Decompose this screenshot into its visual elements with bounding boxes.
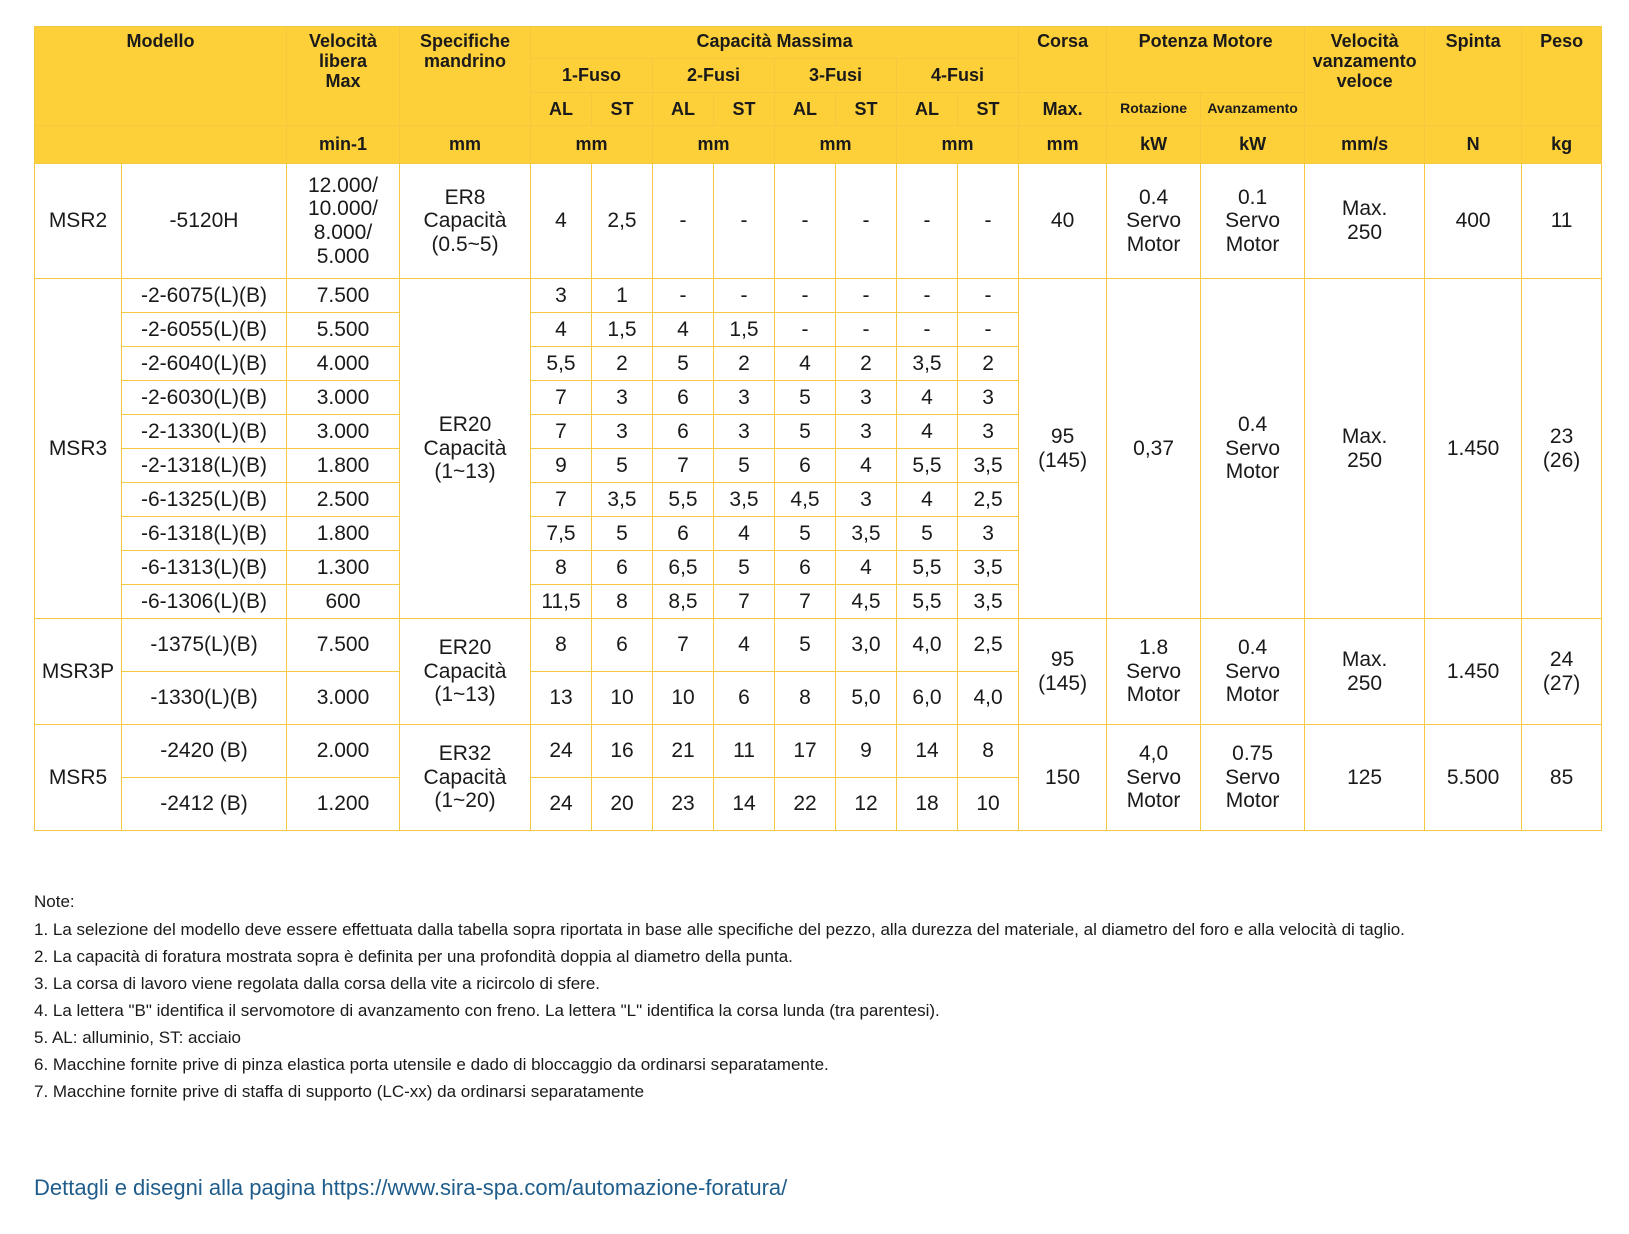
capacity-cell: 13 [531,672,592,725]
capacity-cell: 5 [714,551,775,585]
unit-mm: mm [1019,126,1107,164]
unit-mm: mm [531,126,653,164]
capacity-cell: - [958,279,1019,313]
capacity-cell: 3 [714,415,775,449]
model-cell: -2-6040(L)(B) [122,347,287,381]
header-al: AL [653,93,714,126]
capacity-cell: 7 [775,585,836,619]
capacity-cell: 10 [958,778,1019,831]
note-item: 7. Macchine fornite prive di staffa di supporto (LC-xx) da ordinarsi separatamente [34,1082,645,1101]
capacity-cell: 4,5 [836,585,897,619]
group-name-cell: MSR3 [35,279,122,619]
header-modello: Modello [35,27,287,126]
header-vel-avanzamento: Velocità vanzamento veloce [1305,27,1425,126]
capacity-cell: - [958,164,1019,279]
capacity-cell: - [775,313,836,347]
unit-mm: mm [400,126,531,164]
capacity-cell: 3,5 [958,449,1019,483]
note-item: 1. La selezione del modello deve essere effettuata dalla tabella sopra riportata in base alle specifiche del pezzo, alla durezza del materiale, al diametro del foro e alla velocità di taglio. [34,920,1405,939]
capacity-cell: 5,5 [653,483,714,517]
capacity-cell: 5 [775,415,836,449]
capacity-cell: 9 [531,449,592,483]
capacity-cell: - [836,279,897,313]
velocita-cell: Max. 250 [1305,619,1425,725]
avanzamento-cell: 0.4 Servo Motor [1201,279,1305,619]
capacity-cell: 3,5 [592,483,653,517]
capacity-cell: - [897,279,958,313]
capacity-cell: 8 [592,585,653,619]
capacity-cell: 5 [592,517,653,551]
model-cell: -1330(L)(B) [122,672,287,725]
capacity-cell: 3,5 [958,585,1019,619]
velocita-cell: Max. 250 [1305,164,1425,279]
speed-cell: 1.800 [287,449,400,483]
capacity-cell: 7 [531,483,592,517]
velocita-cell: Max. 250 [1305,279,1425,619]
capacity-cell: 3,5 [836,517,897,551]
capacity-cell: 11 [714,725,775,778]
header-fuso-3: 3-Fusi [775,59,897,93]
note-item: 4. La lettera "B" identifica il servomotore di avanzamento con freno. La lettera "L" identifica la corsa lunda (tra parentesi). [34,1001,940,1020]
speed-cell: 12.000/ 10.000/ 8.000/ 5.000 [287,164,400,279]
model-cell: -6-1306(L)(B) [122,585,287,619]
velocita-cell: 125 [1305,725,1425,831]
model-cell: -6-1313(L)(B) [122,551,287,585]
capacity-cell: 6 [775,449,836,483]
capacity-cell: 5,0 [836,672,897,725]
capacity-cell: 5 [653,347,714,381]
capacity-cell: 5 [714,449,775,483]
model-cell: -2420 (B) [122,725,287,778]
speed-cell: 2.500 [287,483,400,517]
capacity-cell: 5,5 [897,551,958,585]
capacity-cell: - [836,164,897,279]
table-row [35,619,1602,672]
capacity-cell: 3 [836,381,897,415]
capacity-cell: - [714,279,775,313]
table-body [35,164,1602,831]
capacity-cell: - [775,164,836,279]
capacity-cell: - [958,313,1019,347]
capacity-cell: 3 [958,517,1019,551]
capacity-cell: 3,5 [714,483,775,517]
avanzamento-cell: 0.4 Servo Motor [1201,619,1305,725]
capacity-cell: 3 [958,415,1019,449]
header-peso: Peso [1522,27,1602,126]
notes-title: Note: [34,892,75,911]
note-item: 5. AL: alluminio, ST: acciaio [34,1028,241,1047]
spec-cell: ER20 Capacità (1~13) [400,279,531,619]
note-item: 3. La corsa di lavoro viene regolata dalla corsa della vite a ricircolo di sfere. [34,974,601,993]
unit-n: N [1425,126,1522,164]
capacity-cell: 7 [531,381,592,415]
capacity-cell: 1,5 [714,313,775,347]
capacity-cell: 14 [714,778,775,831]
avanzamento-cell: 0.1 Servo Motor [1201,164,1305,279]
speed-cell: 3.000 [287,672,400,725]
capacity-cell: - [775,279,836,313]
capacity-cell: 8 [958,725,1019,778]
capacity-cell: 7 [714,585,775,619]
capacity-cell: 23 [653,778,714,831]
capacity-cell: 10 [653,672,714,725]
capacity-cell: 18 [897,778,958,831]
capacity-cell: 6 [592,619,653,672]
capacity-cell: 4 [775,347,836,381]
capacity-cell: 3,5 [897,347,958,381]
speed-cell: 5.500 [287,313,400,347]
header-al: AL [531,93,592,126]
corsa-cell: 95 (145) [1019,619,1107,725]
header-st: ST [958,93,1019,126]
group-name-cell: MSR2 [35,164,122,279]
capacity-cell: 22 [775,778,836,831]
header-corsa: Corsa [1019,27,1107,93]
speed-cell: 7.500 [287,279,400,313]
table-header [35,27,1602,164]
model-cell: -1375(L)(B) [122,619,287,672]
rotazione-cell: 0.4 Servo Motor [1107,164,1201,279]
capacity-cell: 6,5 [653,551,714,585]
header-al: AL [775,93,836,126]
model-cell: -2-6075(L)(B) [122,279,287,313]
header-rotazione: Rotazione [1107,93,1201,126]
capacity-cell: - [653,279,714,313]
capacity-cell: 4 [714,619,775,672]
capacity-cell: 5,5 [531,347,592,381]
capacity-cell: 3 [836,483,897,517]
speed-cell: 7.500 [287,619,400,672]
header-fuso-1: 1-Fuso [531,59,653,93]
spec-cell: ER32 Capacità (1~20) [400,725,531,831]
model-cell: -5120H [122,164,287,279]
header-specifiche: Specifiche mandrino [400,27,531,126]
capacity-cell: 16 [592,725,653,778]
unit-kg: kg [1522,126,1602,164]
capacity-cell: 1 [592,279,653,313]
capacity-cell: 8 [531,551,592,585]
table-row [35,164,1602,279]
capacity-cell: 7 [653,449,714,483]
capacity-cell: 4,0 [897,619,958,672]
spinta-cell: 1.450 [1425,619,1522,725]
table-row [35,725,1602,778]
capacity-cell: 2 [836,347,897,381]
avanzamento-cell: 0.75 Servo Motor [1201,725,1305,831]
model-cell: -2-6030(L)(B) [122,381,287,415]
capacity-cell: 3,5 [958,551,1019,585]
header-st: ST [592,93,653,126]
speed-cell: 600 [287,585,400,619]
capacity-cell: 11,5 [531,585,592,619]
capacity-cell: 5,5 [897,585,958,619]
notes-section [34,888,1594,1105]
spinta-cell: 400 [1425,164,1522,279]
capacity-cell: 8 [775,672,836,725]
capacity-cell: 5 [897,517,958,551]
capacity-cell: 8,5 [653,585,714,619]
capacity-cell: 5 [592,449,653,483]
capacity-cell: 4 [836,551,897,585]
capacity-cell: 5 [775,381,836,415]
header-st: ST [714,93,775,126]
rotazione-cell: 1.8 Servo Motor [1107,619,1201,725]
spec-table [34,26,1602,831]
details-link[interactable]: Dettagli e disegni alla pagina https://www.sira-spa.com/automazione-foratura/ [34,1175,788,1200]
capacity-cell: 2 [592,347,653,381]
capacity-cell: 6 [653,415,714,449]
capacity-cell: 24 [531,778,592,831]
capacity-cell: 4,5 [775,483,836,517]
unit-empty [35,126,287,164]
capacity-cell: 14 [897,725,958,778]
speed-cell: 3.000 [287,415,400,449]
spec-cell: ER20 Capacità (1~13) [400,619,531,725]
header-al: AL [897,93,958,126]
model-cell: -6-1318(L)(B) [122,517,287,551]
speed-cell: 1.800 [287,517,400,551]
peso-cell: 85 [1522,725,1602,831]
header-capacita: Capacità Massima [531,27,1019,59]
header-velocita-libera: Velocità libera Max [287,27,400,126]
table-row [35,279,1602,313]
corsa-cell: 150 [1019,725,1107,831]
corsa-cell: 40 [1019,164,1107,279]
capacity-cell: 4 [714,517,775,551]
note-item: 6. Macchine fornite prive di pinza elastica porta utensile e dado di bloccaggio da ordinarsi separatamente. [34,1055,829,1074]
model-cell: -2412 (B) [122,778,287,831]
unit-min: min-1 [287,126,400,164]
unit-kw: kW [1107,126,1201,164]
capacity-cell: 7 [653,619,714,672]
capacity-cell: 4 [897,415,958,449]
capacity-cell: 2,5 [958,483,1019,517]
capacity-cell: 7 [531,415,592,449]
header-fuso-4: 4-Fusi [897,59,1019,93]
header-potenza: Potenza Motore [1107,27,1305,93]
capacity-cell: 1,5 [592,313,653,347]
capacity-cell: 6 [714,672,775,725]
speed-cell: 3.000 [287,381,400,415]
capacity-cell: - [897,164,958,279]
capacity-cell: 5,5 [897,449,958,483]
model-cell: -2-1318(L)(B) [122,449,287,483]
capacity-cell: - [836,313,897,347]
capacity-cell: 3 [592,415,653,449]
header-fuso-2: 2-Fusi [653,59,775,93]
unit-mm: mm [653,126,775,164]
capacity-cell: 10 [592,672,653,725]
capacity-cell: 3 [592,381,653,415]
capacity-cell: 2 [714,347,775,381]
header-avanzamento: Avanzamento [1201,93,1305,126]
group-name-cell: MSR3P [35,619,122,725]
capacity-cell: 6,0 [897,672,958,725]
capacity-cell: - [653,164,714,279]
rotazione-cell: 0,37 [1107,279,1201,619]
spec-cell: ER8 Capacità (0.5~5) [400,164,531,279]
model-cell: -6-1325(L)(B) [122,483,287,517]
capacity-cell: 4 [531,313,592,347]
capacity-cell: 3 [836,415,897,449]
header-max: Max. [1019,93,1107,126]
model-cell: -2-6055(L)(B) [122,313,287,347]
unit-kw: kW [1201,126,1305,164]
capacity-cell: 20 [592,778,653,831]
model-cell: -2-1330(L)(B) [122,415,287,449]
peso-cell: 23 (26) [1522,279,1602,619]
capacity-cell: 4 [531,164,592,279]
capacity-cell: 4,0 [958,672,1019,725]
capacity-cell: 4 [897,483,958,517]
speed-cell: 1.300 [287,551,400,585]
capacity-cell: 5 [775,619,836,672]
group-name-cell: MSR5 [35,725,122,831]
capacity-cell: 2 [958,347,1019,381]
capacity-cell: 3 [714,381,775,415]
capacity-cell: 5 [775,517,836,551]
speed-cell: 2.000 [287,725,400,778]
spinta-cell: 1.450 [1425,279,1522,619]
capacity-cell: 6 [592,551,653,585]
note-item: 2. La capacità di foratura mostrata sopra è definita per una profondità doppia al diametro della punta. [34,947,793,966]
capacity-cell: 9 [836,725,897,778]
capacity-cell: 3 [531,279,592,313]
header-st: ST [836,93,897,126]
header-spinta: Spinta [1425,27,1522,126]
capacity-cell: 2,5 [592,164,653,279]
capacity-cell: 3,0 [836,619,897,672]
unit-mms: mm/s [1305,126,1425,164]
spinta-cell: 5.500 [1425,725,1522,831]
capacity-cell: 8 [531,619,592,672]
capacity-cell: 4 [897,381,958,415]
capacity-cell: - [714,164,775,279]
capacity-cell: 12 [836,778,897,831]
capacity-cell: 3 [958,381,1019,415]
peso-cell: 11 [1522,164,1602,279]
capacity-cell: 17 [775,725,836,778]
unit-mm: mm [775,126,897,164]
capacity-cell: 2,5 [958,619,1019,672]
capacity-cell: 24 [531,725,592,778]
capacity-cell: 6 [775,551,836,585]
unit-mm: mm [897,126,1019,164]
capacity-cell: 4 [836,449,897,483]
speed-cell: 4.000 [287,347,400,381]
rotazione-cell: 4,0 Servo Motor [1107,725,1201,831]
speed-cell: 1.200 [287,778,400,831]
capacity-cell: 6 [653,517,714,551]
capacity-cell: 4 [653,313,714,347]
corsa-cell: 95 (145) [1019,279,1107,619]
capacity-cell: 21 [653,725,714,778]
peso-cell: 24 (27) [1522,619,1602,725]
capacity-cell: 7,5 [531,517,592,551]
capacity-cell: - [897,313,958,347]
capacity-cell: 6 [653,381,714,415]
